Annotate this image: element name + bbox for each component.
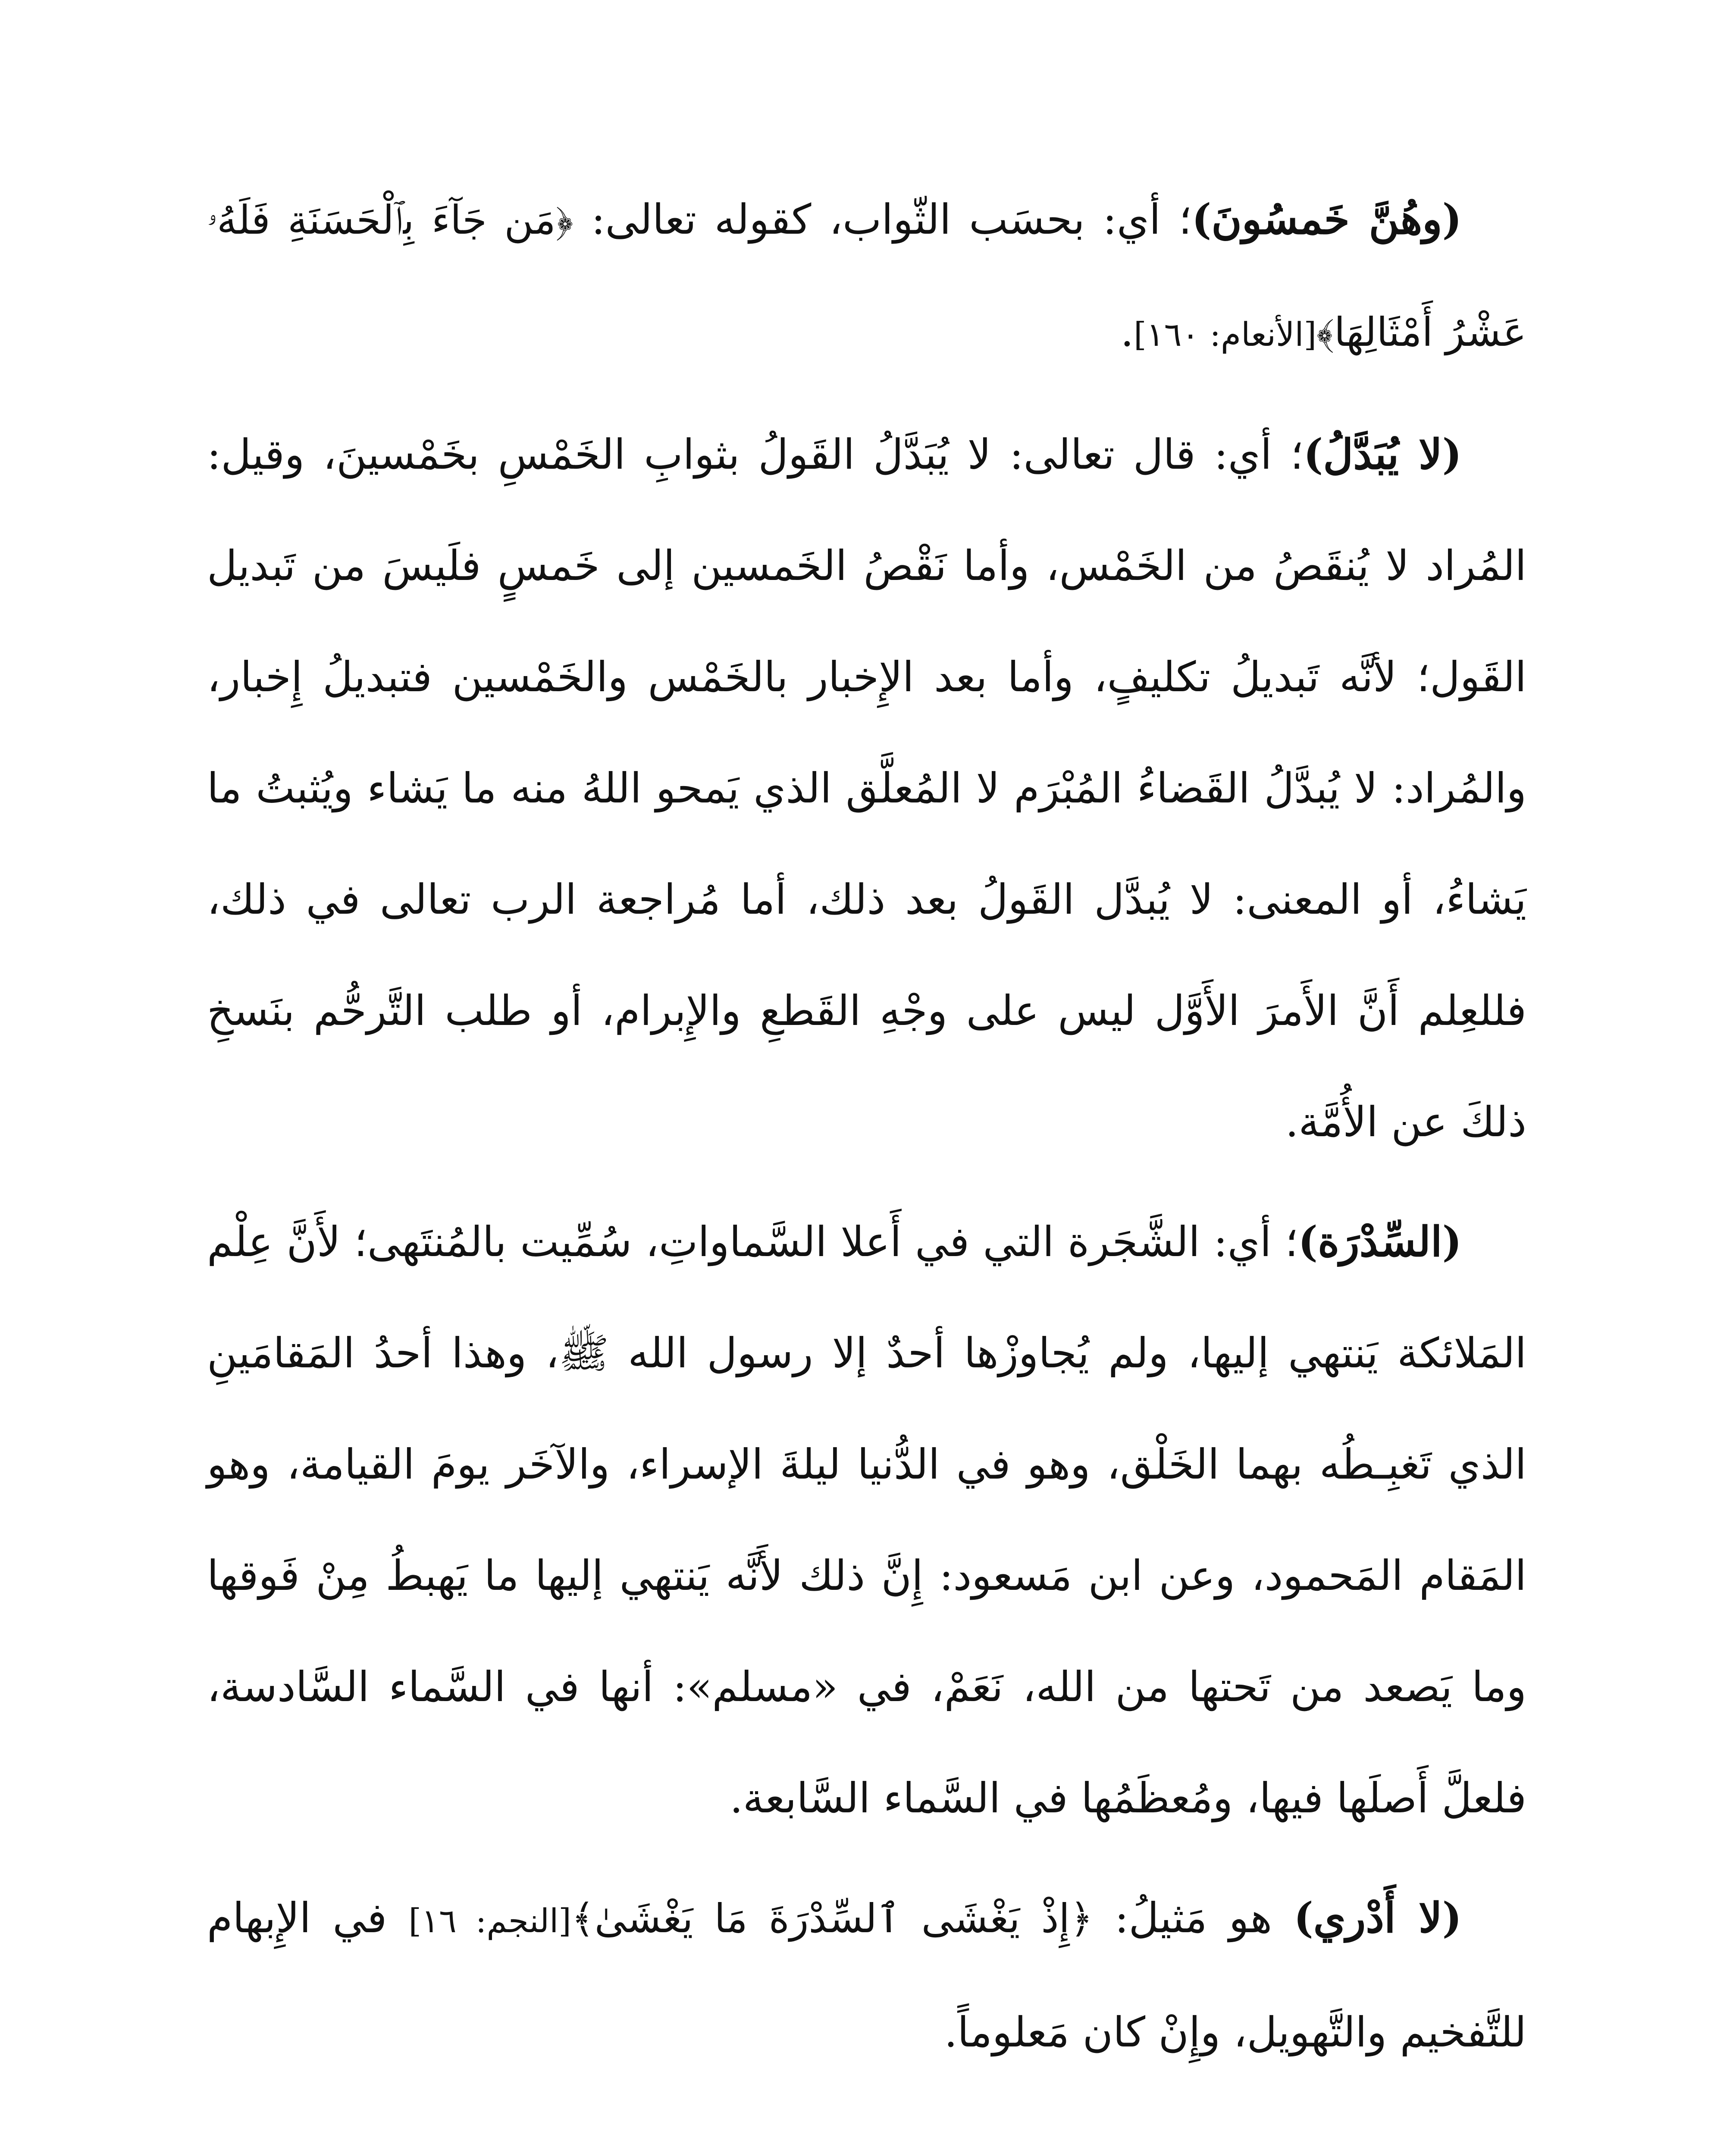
lemma: (لا أَدْري) bbox=[1294, 1893, 1462, 1942]
commentary-text: ؛ أي: قال تعالى: لا يُبَدَّلُ القَولُ بثوابِ الخَمْسِ بخَمْسينَ، وقيل: المُراد لا يُنقَصُ من الخَمْس، وأما نَقْصُ الخَمسين إلى خَمسٍ فلَيسَ من تَبديل القَول؛ لأنَّه تَبديلُ تكليفٍ، وأما بعد الإِخبار بالخَمْس والخَمْسين فتبديلُ إِخبار، والمُراد: لا يُبدَّلُ القَضاءُ المُبْرَم لا المُعلَّق الذي يَمحو اللهُ منه ما يَشاء ويُثبتُ ما يَشاءُ، أو المعنى: لا يُبدَّل القَولُ بعد ذلك، أما مُراجعة الرب تعالى في ذلك، فللعِلم أَنَّ الأَمرَ الأَوَّل ليس على وجْهِ القَطعِ والإِبرام، أو طلب التَّرحُّم بنَسخِ ذلكَ عن الأُمَّة. bbox=[207, 430, 1526, 1146]
verse-reference: [الأنعام: ١٦٠] bbox=[1134, 315, 1317, 354]
quran-verse: ﴿مَن جَآءَ بِٱلْحَسَنَةِ فَلَهُۥ عَشْرُ أَمْثَالِهَا﴾ bbox=[207, 197, 1526, 355]
paragraph-3 bbox=[207, 1186, 1526, 1854]
commentary-tail: . bbox=[1120, 307, 1134, 356]
commentary-tail: في الإِبهام للتَّفخيم والتَّهويل، وإِنْ كان مَعلوماً. bbox=[207, 1894, 1526, 2056]
lemma: (وهُنَّ خَمسُونَ) bbox=[1191, 195, 1462, 244]
main-text bbox=[207, 164, 1526, 2096]
commentary-text: ؛ أي: الشَّجَرة التي في أَعلا السَّماواتِ، سُمِّيت بالمُنتَهى؛ لأَنَّ عِلْم المَلائكة يَنتهي إليها، ولم يُجاوزْها أحدٌ إلا رسول الله ﷺ، وهذا أحدُ المَقامَينِ الذي تَغبِـطُه بهما الخَلْق، وهو في الدُّنيا ليلةَ الإسراء، والآخَر يومَ القيامة، وهو المَقام المَحمود، وعن ابن مَسعود: إِنَّ ذلك لأَنَّه يَنتهي إليها ما يَهبطُ مِنْ فَوقها وما يَصعد من تَحتها من الله، نَعَمْ، في «مسلم»: أنها في السَّماء السَّادسة، فلعلَّ أَصلَها فيها، ومُعظَمُها في السَّماء السَّابعة. bbox=[207, 1218, 1526, 1822]
commentary-text: هو مَثيلُ: bbox=[1093, 1894, 1294, 1942]
lemma: (لا يُبَدَّلُ) bbox=[1303, 430, 1462, 479]
paragraph-1 bbox=[207, 164, 1526, 390]
paragraph-2 bbox=[207, 399, 1526, 1178]
quran-verse: ﴿إِذْ يَغْشَى ٱلسِّدْرَةَ مَا يَغْشَىٰ﴾ bbox=[571, 1896, 1093, 1942]
commentary-text: ؛ أي: بحسَب الثّواب، كقوله تعالى: bbox=[573, 195, 1192, 244]
verse-reference: [النجم: ١٦] bbox=[408, 1902, 571, 1940]
paragraph-4 bbox=[207, 1862, 1526, 2088]
lemma: (السِّدْرَة) bbox=[1298, 1217, 1462, 1266]
